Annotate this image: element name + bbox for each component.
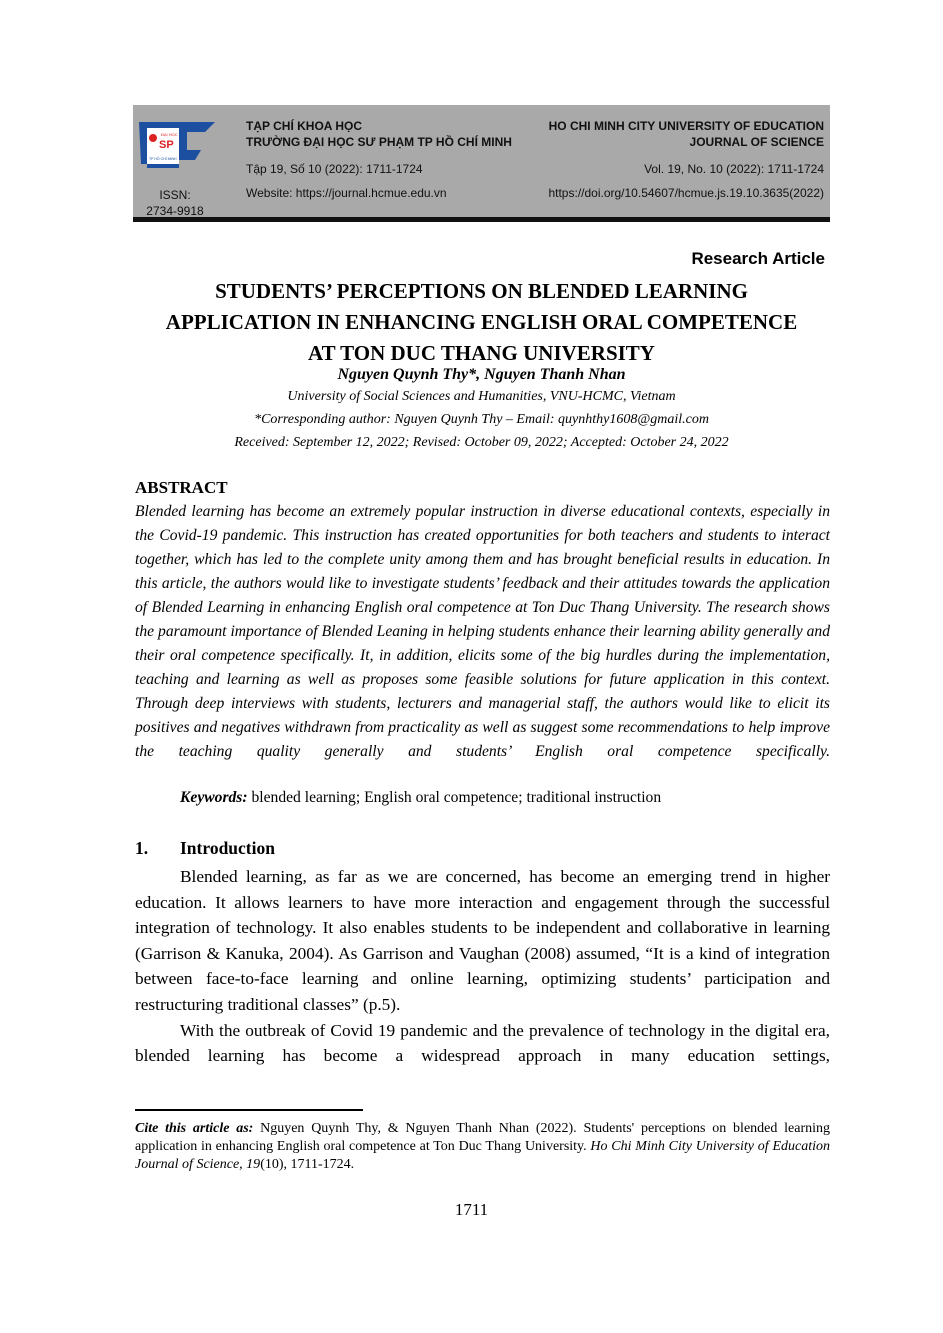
vn-journal-title: TẠP CHÍ KHOA HỌC (246, 119, 363, 133)
logo-text-2: SP (159, 139, 174, 151)
section-title: Introduction (180, 838, 275, 858)
article-dates: Received: September 12, 2022; Revised: October 09, 2022; Accepted: October 24, 2022 (234, 435, 729, 450)
authors: Nguyen Quynh Thy*, Nguyen Thanh Nhan (337, 366, 626, 383)
cite-label: Cite this article as: (135, 1121, 254, 1136)
en-journal-title: JOURNAL OF SCIENCE (689, 135, 824, 149)
doi-link[interactable]: https://doi.org/10.54607/hcmue.js.19.10.3635(2022) (548, 186, 824, 200)
page-number: 1711 (454, 1200, 489, 1219)
abstract-paragraph: Blended learning has become an extremely popular instruction in diverse educational contexts, especially in the Covid-19 pandemic. This instruction has created opportunities for both teachers and students to interact together, which has led to the complete unity among them and has brought beneficial results in education. In this article, the authors would like to investigate students’ feedback and their attitudes towards the application of Blended Learning in enhancing English oral competence at Ton Duc Thang University. The research shows the paramount importance of Blended Leaning in helping students enhance their learning ability generally and their oral competence specifically. It, in addition, elicits some of the big hurdles during the implementation, teaching and learning as well as proposes some feasible solutions for future application in this context. Through deep interviews with students, lecturers and managerial staff, the authors would like to elicit its positives and negatives withdrawn from practicality as well as suggest some recommendations to help improve the teaching quality generally and students’ English oral competence specifically. (135, 503, 830, 760)
university-logo (139, 120, 215, 170)
logo-text-3: TP HỒ CHÍ MINH (149, 157, 177, 161)
title-line: AT TON DUC THANG UNIVERSITY (308, 341, 655, 365)
affiliation: University of Social Sciences and Humanities, VNU-HCMC, Vietnam (287, 389, 676, 404)
body-paragraph: Blended learning, as far as we are concerned, has become an emerging trend in higher education. It allows learners to have more interaction and engagement through the successful integration of technology. It also enables students to be independent and collaborative in learning (Garrison & Kanuka, 2004). As Garrison and Vaughan (2008) assumed, “It is a kind of integration between face-to-face learning and online learning, optimizing students’ participation and restructuring traditional classes” (p.5). (135, 867, 830, 1014)
section-number: 1. (135, 838, 149, 858)
vn-university-name: TRƯỜNG ĐẠI HỌC SƯ PHẠM TP HỒ CHÍ MINH (246, 135, 512, 149)
footnote-divider (135, 1109, 363, 1111)
vn-volume: Tập 19, Số 10 (2022): 1711-1724 (246, 162, 423, 176)
corresponding-author: *Corresponding author: Nguyen Quynh Thy – Email: quynhthy1608@gmail.com (254, 412, 709, 427)
article-type: Research Article (691, 249, 825, 268)
keywords (180, 789, 661, 807)
cite-issue: (10), 1711-1724. (260, 1157, 355, 1172)
en-university-name: HO CHI MINH CITY UNIVERSITY OF EDUCATION (548, 119, 824, 133)
website-link[interactable]: Website: https://journal.hcmue.edu.vn (246, 186, 447, 200)
issn-number: 2734-9918 (146, 204, 204, 218)
body-paragraph: With the outbreak of Covid 19 pandemic and the prevalence of technology in the digital era, blended learning has become a widespread approach in many education settings, (135, 1020, 830, 1066)
citation-footnote (135, 1120, 830, 1174)
abstract-text (135, 500, 830, 764)
article-title (120, 276, 843, 369)
issn-label: ISSN: (159, 188, 191, 202)
cite-text: Nguyen Quynh Thy, & Nguyen Thanh Nhan (2022). Students' perceptions on blended learning application in enhancing English oral competence at Ton Duc Thang University. (135, 1121, 831, 1154)
keywords-list: blended learning; English oral competence; traditional instruction (251, 789, 662, 806)
logo-text-1: ĐẠI HỌC (161, 132, 178, 137)
body-text (135, 864, 830, 1069)
title-line: APPLICATION IN ENHANCING ENGLISH ORAL COMPETENCE (165, 310, 798, 334)
header-divider (133, 217, 830, 222)
cite-journal: Ho Chi Minh City University of Education Journal of Science, 19 (135, 1139, 830, 1172)
section-heading (135, 838, 275, 859)
keywords-label: Keywords: (180, 789, 248, 806)
abstract-heading: ABSTRACT (135, 478, 228, 497)
title-line: STUDENTS’ PERCEPTIONS ON BLENDED LEARNING (215, 279, 748, 303)
en-volume: Vol. 19, No. 10 (2022): 1711-1724 (644, 162, 824, 176)
